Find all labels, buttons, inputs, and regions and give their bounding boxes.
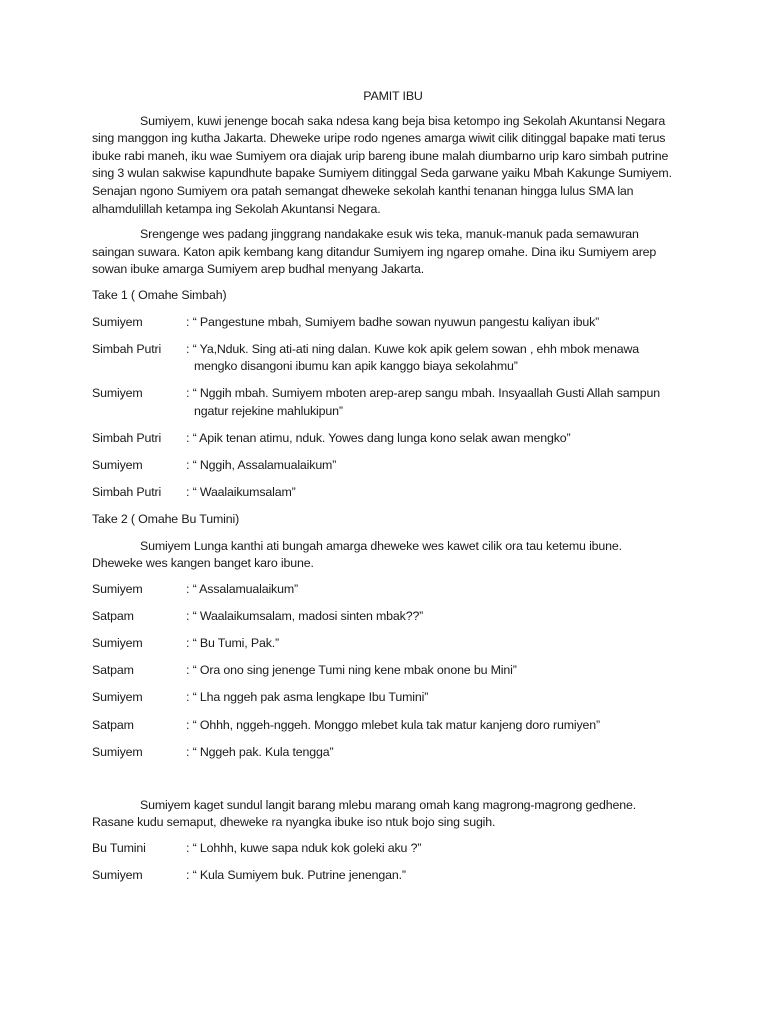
dialog-row xyxy=(92,635,674,653)
speaker-name: Satpam xyxy=(92,717,134,732)
speaker-name: Sumiyem xyxy=(92,744,143,759)
dialog-row xyxy=(92,385,674,420)
speaker-name: Satpam xyxy=(92,663,134,678)
dialog-line: : “ Apik tenan atimu, nduk. Yowes dang lunga kono selak awan mengko” xyxy=(186,431,571,445)
dialog-line: : “ Nggih, Assalamualaikum” xyxy=(186,458,337,473)
take2-heading: Take 2 ( Omahe Bu Tumini) xyxy=(92,512,240,527)
speaker-name: Sumiyem xyxy=(92,458,143,473)
dialog-line: : “ Kula Sumiyem buk. Putrine jenengan.” xyxy=(186,868,406,882)
dialog-line: : “ Ohhh, nggeh-nggeh. Monggo mlebet kula tak matur kanjeng doro rumiyen” xyxy=(186,717,601,732)
speaker-name: Sumiyem xyxy=(92,386,143,401)
dialog-row xyxy=(92,840,674,858)
dialog-line: : “ Lohhh, kuwe sapa nduk kok goleki aku ?” xyxy=(186,840,422,855)
dialog-row xyxy=(92,430,674,448)
dialog-row xyxy=(92,581,674,599)
dialog-line: : “ Assalamualaikum” xyxy=(186,582,298,597)
take1-heading: Take 1 ( Omahe Simbah) xyxy=(92,287,227,302)
intro-paragraph-2: Srengenge wes padang jinggrang nandakake esuk wis teka, manuk-manuk pada semawuran saingan suwara. Katon apik kembang kang ditandur Sumiyem ing ngarep omahe. Dina iku Sumiyem arep sowan ibuke amarga Sumiyem arep budhal menyang Jakarta. xyxy=(92,227,657,277)
blank-line xyxy=(92,771,674,797)
intro-paragraph-1: Sumiyem, kuwi jenenge bocah saka ndesa kang beja bisa ketompo ing Sekolah Akuntansi Negara sing manggon ing kutha Jakarta. Dheweke uripe rodo ngenes amarga wiwit cilik ditinggal bapake mati terus ibuke rabi maneh, iku wae Sumiyem ora diajak urip bareng ibune malah diumbarno urip karo simbah putrine sing 3 wulan sakwise kapundhute bapake Sumiyem ditinggal Seda garwane yaiku Mbah Kakunge Sumiyem. Senajan ngono Sumiyem ora patah semangat dheweke sekolah kanthi tenanan hingga lulus SMA lan alhamdulillah ketampa ing Sekolah Akuntansi Negara. xyxy=(92,113,672,216)
speaker-name: Simbah Putri xyxy=(92,485,162,500)
speaker-name: Sumiyem xyxy=(92,690,143,705)
dialog-row xyxy=(92,457,674,475)
speaker-name: Sumiyem xyxy=(92,314,143,329)
speaker-name: Bu Tumini xyxy=(92,840,146,855)
dialog-row xyxy=(92,867,674,885)
speaker-name: Simbah Putri xyxy=(92,431,162,445)
document-page xyxy=(92,88,674,894)
dialog-row xyxy=(92,314,674,332)
speaker-name: Sumiyem xyxy=(92,868,143,882)
dialog-row xyxy=(92,717,674,735)
dialog-line: : “ Pangestune mbah, Sumiyem badhe sowan nyuwun pangestu kaliyan ibuk” xyxy=(186,314,600,329)
dialog-line: : “ Ya,Nduk. Sing ati-ati ning dalan. Kuwe kok apik gelem sowan , ehh mbok menawa mengko disangoni ibumu kan apik kanggo biaya sekolahmu” xyxy=(186,341,639,374)
dialog-line: : “ Bu Tumi, Pak.” xyxy=(186,636,280,651)
dialog-row xyxy=(92,341,674,376)
dialog-row xyxy=(92,689,674,707)
dialog-line: : “ Nggeh pak. Kula tengga” xyxy=(186,744,334,759)
dialog-row xyxy=(92,744,674,762)
speaker-name: Simbah Putri xyxy=(92,341,162,356)
take2-paragraph: Sumiyem Lunga kanthi ati bungah amarga dheweke wes kawet cilik ora tau ketemu ibune. Dheweke wes kangen banget karo ibune. xyxy=(92,538,622,571)
speaker-name: Sumiyem xyxy=(92,582,143,597)
dialog-row xyxy=(92,662,674,680)
speaker-name: Satpam xyxy=(92,609,134,624)
dialog-line: : “ Ora ono sing jenenge Tumi ning kene mbak onone bu Mini” xyxy=(186,663,517,678)
dialog-line: : “ Lha nggeh pak asma lengkape Ibu Tumini” xyxy=(186,690,429,705)
document-title: PAMIT IBU xyxy=(363,89,423,103)
dialog-line: : “ Waalaikumsalam” xyxy=(186,485,296,500)
dialog-row xyxy=(92,608,674,626)
speaker-name: Sumiyem xyxy=(92,636,143,651)
dialog-line: : “ Waalaikumsalam, madosi sinten mbak??” xyxy=(186,609,424,624)
take2-paragraph-2: Sumiyem kaget sundul langit barang mlebu marang omah kang magrong-magrong gedhene. Rasane kudu semaput, dheweke ra nyangka ibuke iso ntuk bojo sing sugih. xyxy=(92,797,637,830)
dialog-line: : “ Nggih mbah. Sumiyem mboten arep-arep sangu mbah. Insyaallah Gusti Allah sampun ngatur rejekine mahlukipun” xyxy=(186,386,660,418)
dialog-row xyxy=(92,484,674,502)
